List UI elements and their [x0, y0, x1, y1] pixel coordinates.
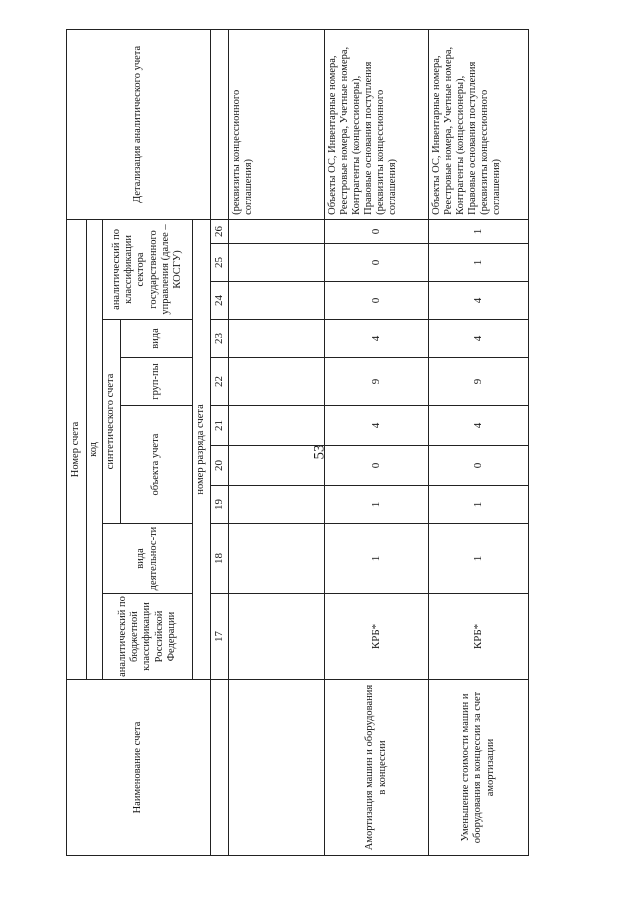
row-value: 1	[429, 486, 529, 524]
top-detail-cell: (реквизиты концессионного соглашения)	[229, 29, 325, 219]
header-kosgu: аналитический по классификации сектора государственного управления (далее – КОСГУ)	[103, 219, 193, 319]
column-number: 20	[211, 446, 229, 486]
row-value: 0	[325, 219, 429, 243]
table-cell-empty	[229, 594, 325, 680]
table-cell-empty	[229, 486, 325, 524]
row-value: 4	[429, 282, 529, 320]
row-value: 4	[429, 320, 529, 358]
row-name: Уменьшение стоимости машин и оборудования в концессии за счет амортизации	[429, 680, 529, 856]
row-detail: Объекты ОС, Инвентарные номера, Реестровые номера, Учетные номера, Контрагенты (концессионеры), Правовые основания поступления (реквизиты концессионного соглашения)	[325, 29, 429, 219]
column-number: 23	[211, 320, 229, 358]
row-value: 0	[325, 244, 429, 282]
row-value: 9	[429, 358, 529, 406]
header-groups: груп-пы	[121, 358, 193, 406]
row-value: 4	[429, 406, 529, 446]
header-synthetic-account: синтетического счета	[103, 320, 121, 524]
column-number: 21	[211, 406, 229, 446]
column-number: 17	[211, 594, 229, 680]
row-value: 0	[429, 446, 529, 486]
row-value: 4	[325, 320, 429, 358]
column-number: 22	[211, 358, 229, 406]
table-row	[429, 29, 529, 855]
table-row	[325, 29, 429, 855]
header-analytic-bk: аналитический по бюджетной классификации Российской Федерации	[103, 594, 193, 680]
header-digit-number: номер разряда счета	[193, 219, 211, 679]
header-account-object: объекта учета	[121, 406, 193, 524]
row-detail: Объекты ОС, Инвентарные номера, Реестровые номера, Учетные номера, Контрагенты (концессионеры), Правовые основания поступления (реквизиты концессионного соглашения)	[429, 29, 529, 219]
row-value: 1	[429, 524, 529, 594]
table-cell-empty	[229, 320, 325, 358]
column-number: 24	[211, 282, 229, 320]
header-activity-type: вида деятельнос-ти	[103, 524, 193, 594]
table-cell-empty	[229, 446, 325, 486]
table-cell-empty	[229, 282, 325, 320]
column-number: 26	[211, 219, 229, 243]
column-number: 18	[211, 524, 229, 594]
header-account-number: Номер счета	[67, 219, 87, 679]
header-account-name: Наименование счета	[67, 680, 211, 856]
table-cell-empty	[229, 680, 325, 856]
table-cell-empty	[229, 524, 325, 594]
row-name: Амортизация машин и оборудования в концессии	[325, 680, 429, 856]
header-detail: Детализация аналитического учета	[67, 29, 211, 219]
row-value: КРБ*	[429, 594, 529, 680]
page-number: 53	[311, 444, 328, 460]
rotated-table-container	[66, 30, 528, 856]
row-value: 0	[325, 446, 429, 486]
column-number-blank	[211, 29, 229, 219]
row-value: 0	[325, 282, 429, 320]
table-cell-empty	[229, 358, 325, 406]
row-value: 9	[325, 358, 429, 406]
table-cell-empty	[229, 244, 325, 282]
accounts-table	[66, 29, 529, 856]
row-value: 4	[325, 406, 429, 446]
header-code: код	[87, 219, 103, 679]
column-number-blank	[211, 680, 229, 856]
table-cell-empty	[229, 219, 325, 243]
row-value: 1	[429, 244, 529, 282]
column-number: 25	[211, 244, 229, 282]
row-value: 1	[325, 524, 429, 594]
row-value: КРБ*	[325, 594, 429, 680]
column-number: 19	[211, 486, 229, 524]
table-cell-empty	[229, 406, 325, 446]
row-value: 1	[325, 486, 429, 524]
row-value: 1	[429, 219, 529, 243]
header-kind: вида	[121, 320, 193, 358]
